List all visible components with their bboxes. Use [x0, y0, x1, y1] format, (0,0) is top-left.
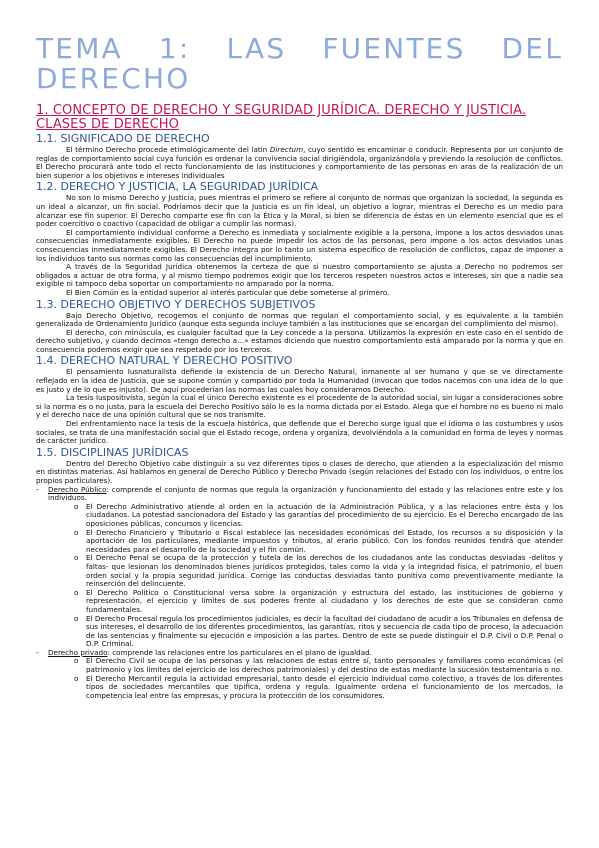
sub-list-item: [36, 615, 563, 649]
list-item-label: Derecho Público: [48, 484, 107, 494]
sub-list-item: [36, 657, 563, 674]
list-item-text: El Derecho Penal se ocupa de la protección y tutela de los derechos de los ciudadanos ante las conductas desviadas -delitos y faltas- que lesionan los denominados bienes jurídicos protegidos, tales como la vida y la integridad física, el patrimonio, el buen orden social y la propia seguridad jurídica. Corrige las conductas desviadas tanto punitiva como preventivamente mediante la reinserción del delincuente.: [86, 553, 563, 589]
list-item-text: El Derecho Administrativo atiende al orden en la actuación de la Administración Pública, y a las relaciones entre ésta y los ciudadanos. La potestad sancionadora del Estado y las garantías del procedimiento de su ejercicio. Es el Derecho encargado de las oposiciones públicas, concursos y licencias.: [86, 501, 563, 528]
document-page: [36, 34, 563, 700]
paragraph: Bajo Derecho Objetivo, recogemos el conjunto de normas que regulan el comportamiento social, y es equivalente a la también generalizada de Ordenamiento Jurídico (aunque esta segunda incluye también a las instituciones que se encargan del cumplimiento del mismo).: [36, 310, 563, 329]
document-title: TEMA 1: LAS FUENTES DEL DERECHO: [36, 32, 563, 95]
paragraph: [36, 146, 563, 180]
sub-bullet-marker: o: [74, 613, 79, 623]
sub-bullet-marker: o: [74, 673, 79, 683]
sub-bullet-marker: o: [74, 553, 79, 563]
paragraph: A través de la Seguridad Jurídica obtenemos la certeza de que si nuestro comportamiento se ajusta a Derecho no podremos ser obligados a actuar de otra forma, y al mismo tiempo podremos exigir que los terceros respeten nuestros actos e intereses, sin que a nadie sea exigible ni tampoco deba soportar un comportamiento no amparado por la norma.: [36, 262, 563, 289]
sub-bullet-marker: o: [74, 527, 79, 537]
list-item-text: El Derecho Político o Constitucional versa sobre la organización y estructura del estado, las instituciones de gobierno y representación, el ejercicio y límites de sus poderes frente al ciudadano y los derechos de este que se consideran como fundamentales.: [86, 587, 563, 614]
list-item-text: El Derecho Mercantil regula la actividad empresarial, tanto desde el ejercicio individual como colectivo, a través de los diferentes tipos de sociedades mercantiles que tipifica, ordena y regula. Igualmente ordena el funcionamiento de los mercados, la competencia leal entre las empresas, y procura la protección de los consumidores.: [86, 673, 563, 700]
list-item-label: Derecho privado: [48, 647, 108, 657]
sub-list-item: [36, 529, 563, 555]
sub-list-item: [36, 503, 563, 529]
latin-term: Directum: [269, 145, 304, 154]
paragraph: El derecho, con minúscula, es cualquier facultad que la Ley concede a la persona. Utilizamos la expresión en este caso en el sentido de derecho subjetivo, y cuando decimos «tengo derecho a…» estamos diciendo que nuestro comportamiento está amparado por la norma y que en consecuencia podemos exigir que sea respetado por los terceros.: [36, 327, 563, 354]
bullet-marker: -: [36, 484, 39, 494]
list-item-text: : comprende las relaciones entre los particulares en el plano de igualdad.: [107, 647, 372, 657]
sub-list-item: [36, 554, 563, 588]
section-1-2-heading: 1.2. DERECHO Y JUSTICIA, LA SEGURIDAD JURÍDICA: [36, 180, 319, 194]
sub-list-item: [36, 589, 563, 615]
sub-list-item: [36, 675, 563, 701]
bullet-marker: -: [36, 647, 39, 657]
paragraph: Dentro del Derecho Objetivo cabe distinguir a su vez diferentes tipos o clases de derecho, que atienden a la especialización del mismo en distintas materias. Así hablamos en general de Derecho Público y Derecho Privado (según relaciones del Estado con los individuos, o entre los propios particulares).: [36, 458, 563, 485]
list-item-text: El Derecho Procesal regula los procedimientos judiciales, es decir la facultad del ciudadano de acudir a los Tribunales en defensa de sus intereses, el desarrollo de los diferentes procedimientos, las garantías, ritos y secuencia de cada tipo de proceso, la adecuación de las sentencias y finalmente su ejecución e imposición a las partes. Dentro de este se puede distinguir el D.P. Civil o D.P. Penal o D.P. Criminal.: [86, 613, 563, 649]
list-item-text: : comprende el conjunto de normas que regula la organización y funcionamiento del estado y las relaciones entre este y los individuos.: [48, 484, 563, 503]
list-item-text: El Derecho Civil se ocupa de las personas y las relaciones de estas entre sí, tanto personales y familiares como económicas (el patrimonio y los límites del ejercicio de los derechos patrimoniales) y del destino de estas mediante la sucesión testamentaria o no.: [86, 656, 563, 675]
section-1-1-heading: 1.1. SIGNIFICADO DE DERECHO: [36, 132, 210, 145]
section-1-4-heading: 1.4. DERECHO NATURAL Y DERECHO POSITIVO: [36, 354, 293, 368]
paragraph-text: , cuyo sentido es encaminar o conducir. Representa por un conjunto de reglas de comportamiento social cuya función es ordenar la convivencia social dirigiéndola, organizándola y previendo la resolución de conflictos. El Derecho procurará ante todo el recto funcionamiento de las instituciones y comportamiento de las personas en aras de la realización de un bien superior a los objetivos e intereses individuales: [36, 145, 563, 180]
section-1-5-heading: 1.5. DISCIPLINAS JURÍDICAS: [36, 445, 189, 459]
paragraph: El comportamiento individual conforme a Derecho es inmediata y socialmente exigible a la persona, impone a los actos desviados unas consecuencias inmediatamente exigibles. El Derecho no puede impedir los actos de las personas, pero impone a los actos desviados unas consecuencias inmediatamente exigibles. El Derecho integra por lo tanto un sistema específico de resolución de conflictos, capaz de imponer a los individuos tanto sus normas como las consecuencias del incumplimiento.: [36, 227, 563, 263]
sub-bullet-marker: o: [74, 501, 79, 511]
list-item-text: El Derecho Financiero y Tributario o Fiscal establece las necesidades económicas del Estado, los recursos a su disposición y la aportación de los particulares, mediante impuestos y tributos, al erario público. Con los fondos reunidos tendrá que atender necesidades para el desarrollo de la sociedad y el fin común.: [86, 527, 563, 554]
paragraph: No son lo mismo Derecho y Justicia, pues mientras el primero se refiere al conjunto de normas que organizan la sociedad, la segunda es un ideal a alcanzar, un fin social. Podríamos decir que la Justicia es un fin ideal, un objetivo a lograr, mientras el Derecho es un medio para alcanzar ese fin superior. El Derecho comparte ese fin con la Ética y la Moral, si bien se diferencia de éstas en un elemento esencial que es el poder coercitivo o coactivo (capacidad de obligar a cumplir las normas).: [36, 193, 563, 229]
sub-bullet-marker: o: [74, 656, 79, 666]
section-1-3-heading: 1.3. DERECHO OBJETIVO Y DERECHOS SUBJETIVOS: [36, 297, 316, 311]
sub-bullet-marker: o: [74, 587, 79, 597]
paragraph: El pensamiento Iusnaturalista defiende la existencia de un Derecho Natural, inmanente al ser humano y que se ve directamente reflejado en la idea de Justicia, que se supone común y compartido por toda la Humanidad (invocan que todos nacemos con una idea de lo que es justo y de lo que es injusto). De aquí procederían las normas las cuales hoy consideramos Derecho.: [36, 367, 563, 394]
paragraph: Del enfrentamiento nace la tesis de la escuela histórica, que defiende que el Derecho surge igual que el idioma o las costumbres y usos sociales, se trata de una manifestación social que el Estado recoge, ordena y organiza, devolviéndola a la comunidad en forma de leyes y normas de carácter jurídico.: [36, 419, 563, 446]
paragraph: La tesis Iuspositivista, según la cual el único Derecho existente es el procedente de la autoridad social, sin lugar a consideraciones sobre si la norma es o no justa, para la escuela del Derecho Positivo sólo lo es la norma dictada por el Estado. Alega que el hombre no es bueno ni malo y el derecho nace de una opinión cultural que se nos transmite.: [36, 393, 563, 420]
section-1-heading: 1. CONCEPTO DE DERECHO Y SEGURIDAD JURÍDICA. DERECHO Y JUSTICIA. CLASES DE DERECHO: [36, 103, 527, 132]
paragraph-text: El término Derecho procede etimológicamente del latín: [66, 145, 270, 154]
list-item-derecho-publico: [36, 486, 563, 503]
paragraph: El Bien Común es la entidad superior al interés particular que debe someterse al primero.: [66, 287, 390, 297]
